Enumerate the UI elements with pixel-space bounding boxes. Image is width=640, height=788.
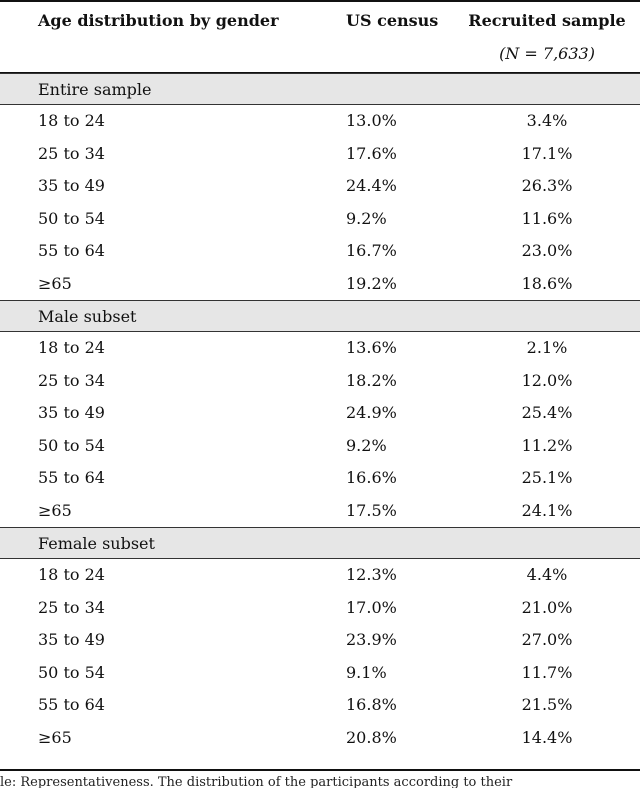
census-cell: 12.3% [346,565,397,584]
census-cell: 18.2% [346,370,397,390]
table-row [0,657,640,689]
census-cell: 19.2% [346,273,397,293]
age-cell: 18 to 24 [38,565,105,584]
age-cell: ≥65 [38,273,72,293]
sample-cell: 18.6% [521,273,573,293]
section-label: Female subset [38,534,155,553]
header-sample-size: (N = 7,633) [499,44,595,63]
age-cell: 18 to 24 [38,338,105,357]
sample-cell: 25.4% [521,403,573,422]
sample-cell: 23.0% [521,241,573,260]
sample-cell: 11.6% [521,208,573,228]
table-row [0,624,640,656]
table-row [0,203,640,235]
header-age-distribution: Age distribution by gender [38,11,279,30]
header-us-census: US census [346,11,439,30]
table-row [0,559,640,591]
table-row [0,235,640,267]
sample-cell: 12.0% [521,370,573,390]
census-cell: 16.6% [346,468,397,487]
census-cell: 17.0% [346,597,397,617]
age-cell: 50 to 54 [38,208,105,228]
sample-cell: 2.1% [526,338,568,357]
table-row [0,105,640,137]
section-header [0,527,640,559]
age-cell: 35 to 49 [38,403,105,422]
census-cell: 17.5% [346,500,397,520]
age-cell: 55 to 64 [38,468,105,487]
table-row [0,592,640,624]
table-row [0,170,640,202]
census-cell: 13.6% [346,338,397,357]
sample-cell: 26.3% [521,176,573,195]
age-cell: 50 to 54 [38,435,105,455]
census-cell: 9.1% [346,662,387,682]
table-row [0,397,640,429]
sample-cell: 14.4% [521,727,573,747]
age-cell: 35 to 49 [38,630,105,649]
table-row [0,495,640,527]
age-cell: 55 to 64 [38,695,105,714]
census-cell: 20.8% [346,727,397,747]
sample-cell: 3.4% [526,111,568,130]
age-cell: 50 to 54 [38,662,105,682]
section-header [0,73,640,105]
table-row [0,689,640,721]
census-cell: 24.9% [346,403,397,422]
census-cell: 16.8% [346,695,397,714]
sample-cell: 25.1% [521,468,573,487]
header-recruited-sample: Recruited sample [468,11,626,30]
section-label: Entire sample [38,80,152,99]
sample-cell: 11.2% [521,435,573,455]
top-rule [0,0,640,2]
census-cell: 16.7% [346,241,397,260]
sample-cell: 4.4% [526,565,568,584]
census-cell: 23.9% [346,630,397,649]
age-cell: ≥65 [38,500,72,520]
census-cell: 9.2% [346,435,387,455]
age-cell: 25 to 34 [38,370,105,390]
age-cell: 25 to 34 [38,143,105,163]
sample-cell: 27.0% [521,630,573,649]
sample-cell: 11.7% [521,662,573,682]
age-cell: 55 to 64 [38,241,105,260]
census-cell: 24.4% [346,176,397,195]
section-label: Male subset [38,307,137,326]
census-cell: 9.2% [346,208,387,228]
table-row [0,268,640,300]
table-caption: le: Representativeness. The distribution of the participants according to their [0,776,513,788]
bottom-rule [0,769,640,771]
census-cell: 17.6% [346,143,397,163]
age-cell: 18 to 24 [38,111,105,130]
age-cell: 35 to 49 [38,176,105,195]
table-row [0,722,640,754]
sample-cell: 24.1% [521,500,573,520]
sample-cell: 21.0% [521,597,573,617]
census-cell: 13.0% [346,111,397,130]
section-header [0,300,640,332]
sample-cell: 17.1% [521,143,573,163]
table-row [0,462,640,494]
table-row [0,138,640,170]
age-cell: ≥65 [38,727,72,747]
age-cell: 25 to 34 [38,597,105,617]
table-row [0,365,640,397]
sample-cell: 21.5% [521,695,573,714]
table-row [0,430,640,462]
table-row [0,332,640,364]
